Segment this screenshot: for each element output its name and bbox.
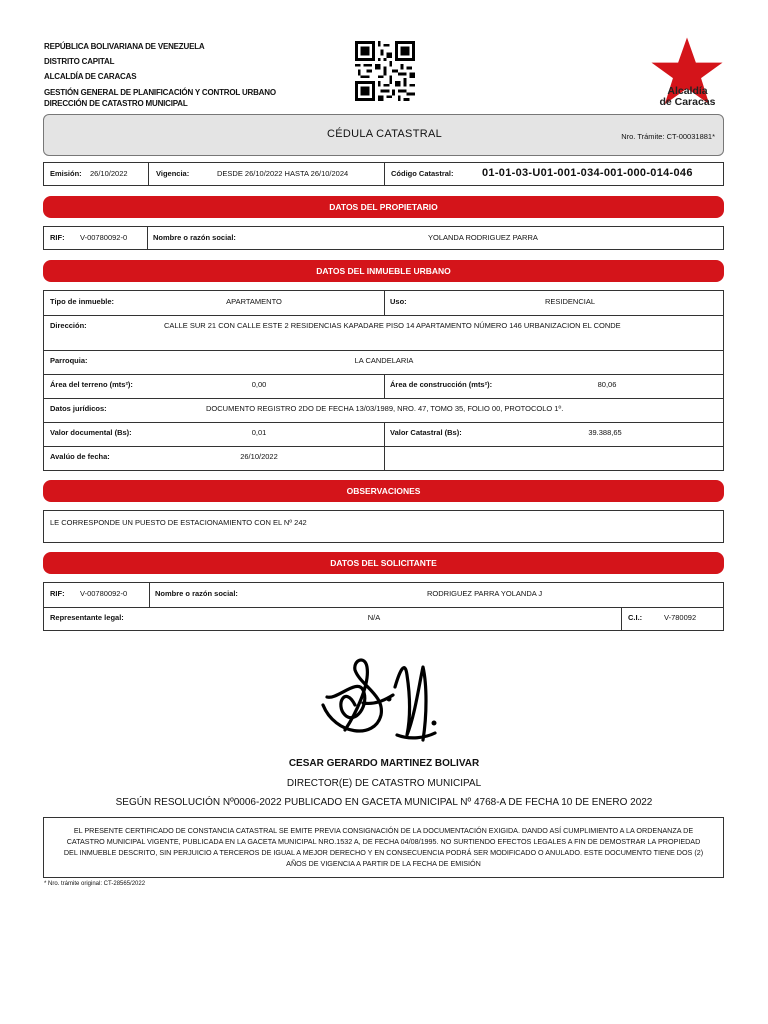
inmueble-row-areas: [44, 374, 723, 399]
logo-line-2: de Caracas: [659, 96, 716, 108]
avaluo-label: Avalúo de fecha:: [50, 452, 110, 461]
section-solicitante: DATOS DEL SOLICITANTE: [43, 552, 724, 574]
valor-documental-value: 0,01: [251, 428, 267, 437]
propietario-rif-label: RIF:: [50, 233, 65, 242]
parroquia-value: LA CANDELARIA: [354, 356, 414, 365]
tramite-number: Nro. Trámite: CT-00031881*: [621, 132, 715, 141]
area-construccion-cell: [384, 374, 723, 398]
emision-value: 26/10/2022: [90, 169, 128, 178]
area-terreno-value: 0,00: [251, 380, 267, 389]
document-title: CÉDULA CATASTRAL: [326, 128, 443, 140]
emision-row: [43, 162, 724, 186]
observaciones-text: LE CORRESPONDE UN PUESTO DE ESTACIONAMIENTO CON EL Nº 242: [50, 518, 307, 527]
propietario-nombre-value: YOLANDA RODRIGUEZ PARRA: [428, 233, 538, 242]
director-role: DIRECTOR(E) DE CATASTRO MUNICIPAL: [286, 778, 482, 789]
vigencia-value: DESDE 26/10/2022 HASTA 26/10/2024: [217, 169, 349, 178]
representante-value: N/A: [367, 613, 381, 622]
propietario-nombre-cell: [147, 227, 723, 249]
avaluo-value: 26/10/2022: [240, 452, 278, 461]
valor-catastral-label: Valor Catastral (Bs):: [390, 428, 462, 437]
disclaimer-box: EL PRESENTE CERTIFICADO DE CONSTANCIA CATASTRAL SE EMITE PREVIA CONSIGNACIÓN DE LA DOCUMENTACIÓN EXIGIDA. DANDO ASÍ CUMPLIMIENTO A LA ORDENANZA DE CATASTRO MUNICIPAL VIGENTE, PUBLICADA EN LA GACETA MUNICIPAL NRO.1532 A, DE FECHA 04/08/1995. NO SURTIENDO EFECTOS LEGALES A FIN DE DEMOSTRAR LA PROPIEDAD DEL INMUEBLE DESCRITO, SIN PERJUICIO A TERCEROS DE IGUAL A MEJOR DERECHO Y EN CONSECUENCIA PODRÁ SER MODIFICADO O ANULADO. ESTE DOCUMENTO TIENE DOS (2) AÑOS DE VIGENCIA A PARTIR DE LA FECHA DE EMISIÓN: [43, 817, 724, 878]
qr-code-icon: [355, 40, 415, 102]
ci-value: V-780092: [664, 613, 697, 622]
vigencia-cell: [148, 163, 384, 185]
solicitante-row-representante: [44, 607, 723, 631]
header-line-direccion: DIRECCIÓN DE CATASTRO MUNICIPAL: [44, 99, 188, 108]
uso-value: RESIDENCIAL: [544, 297, 595, 306]
logo-line-1: Alcaldía: [667, 85, 708, 97]
resolution-text: SEGÚN RESOLUCIÓN Nº0006-2022 PUBLICADO EN GACETA MUNICIPAL Nº 4768-A DE FECHA 10 DE ENERO 2022: [115, 797, 653, 808]
header-line-district: DISTRITO CAPITAL: [44, 57, 115, 66]
solicitante-nombre-cell: [149, 583, 723, 607]
section-observaciones: OBSERVACIONES: [43, 480, 724, 502]
avaluo-empty-cell: [384, 446, 723, 470]
area-construccion-value: 80,06: [597, 380, 617, 389]
codigo-catastral-label: Código Catastral:: [391, 169, 454, 178]
propietario-row: [43, 226, 724, 250]
inmueble-row-parroquia: [44, 350, 723, 375]
header-line-gestion: GESTIÓN GENERAL DE PLANIFICACIÓN Y CONTROL URBANO: [44, 88, 276, 97]
valor-documental-label: Valor documental (Bs):: [50, 428, 132, 437]
area-terreno-label: Área del terreno (mts²):: [50, 380, 133, 389]
section-inmueble: DATOS DEL INMUEBLE URBANO: [43, 260, 724, 282]
tipo-value: APARTAMENTO: [226, 297, 282, 306]
inmueble-row-valores: [44, 422, 723, 447]
solicitante-rif-value: V-00780092-0: [80, 589, 128, 598]
observaciones-box: [43, 510, 724, 543]
propietario-rif-value: V-00780092-0: [80, 233, 128, 242]
emision-label: Emisión:: [50, 169, 82, 178]
direccion-value: CALLE SUR 21 CON CALLE ESTE 2 RESIDENCIAS KAPADARE PISO 14 APARTAMENTO NÚMERO 146 URBANIZACION EL CONDE: [164, 321, 621, 330]
tipo-label: Tipo de inmueble:: [50, 297, 115, 306]
valor-catastral-value: 39.388,65: [588, 428, 622, 437]
footnote: * Nro. trámite original: CT-28565/2022: [44, 881, 146, 887]
solicitante-rif-label: RIF:: [50, 589, 65, 598]
direccion-label: Dirección:: [50, 321, 87, 330]
valor-catastral-cell: [384, 422, 723, 446]
header-line-country: REPÚBLICA BOLIVARIANA DE VENEZUELA: [44, 42, 205, 51]
representante-label: Representante legal:: [50, 613, 124, 622]
inmueble-table: [43, 290, 724, 471]
area-construccion-label: Área de construcción (mts²):: [390, 380, 493, 389]
inmueble-row-direccion: [44, 315, 723, 351]
solicitante-row-rif: [44, 583, 723, 608]
document-title-box: [43, 114, 724, 156]
director-name: CESAR GERARDO MARTINEZ BOLIVAR: [288, 758, 480, 769]
solicitante-table: [43, 582, 724, 631]
codigo-cell: [384, 163, 723, 185]
solicitante-nombre-label: Nombre o razón social:: [155, 589, 238, 598]
parroquia-label: Parroquia:: [50, 356, 88, 365]
juridicos-value: DOCUMENTO REGISTRO 2DO DE FECHA 13/03/1989, NRO. 47, TOMO 35, FOLIO 00, PROTOCOLO 1º.: [206, 404, 564, 413]
director-signature: [315, 645, 445, 753]
alcaldia-logo-text: [640, 86, 735, 108]
ci-label: C.I.:: [628, 613, 643, 622]
juridicos-label: Datos jurídicos:: [50, 404, 107, 413]
inmueble-row-tipo: [44, 291, 723, 316]
uso-label: Uso:: [390, 297, 407, 306]
propietario-nombre-label: Nombre o razón social:: [153, 233, 236, 242]
section-propietario: DATOS DEL PROPIETARIO: [43, 196, 724, 218]
header-line-alcaldia: ALCALDÍA DE CARACAS: [44, 72, 137, 81]
inmueble-row-juridicos: [44, 398, 723, 423]
inmueble-row-avaluo: [44, 446, 723, 470]
vigencia-label: Vigencia:: [156, 169, 190, 178]
solicitante-nombre-value: RODRIGUEZ PARRA YOLANDA J: [427, 589, 543, 598]
uso-cell: [384, 291, 723, 315]
ci-cell: [621, 607, 723, 631]
codigo-catastral-value: 01-01-03-U01-001-034-001-000-014-046: [482, 167, 693, 179]
